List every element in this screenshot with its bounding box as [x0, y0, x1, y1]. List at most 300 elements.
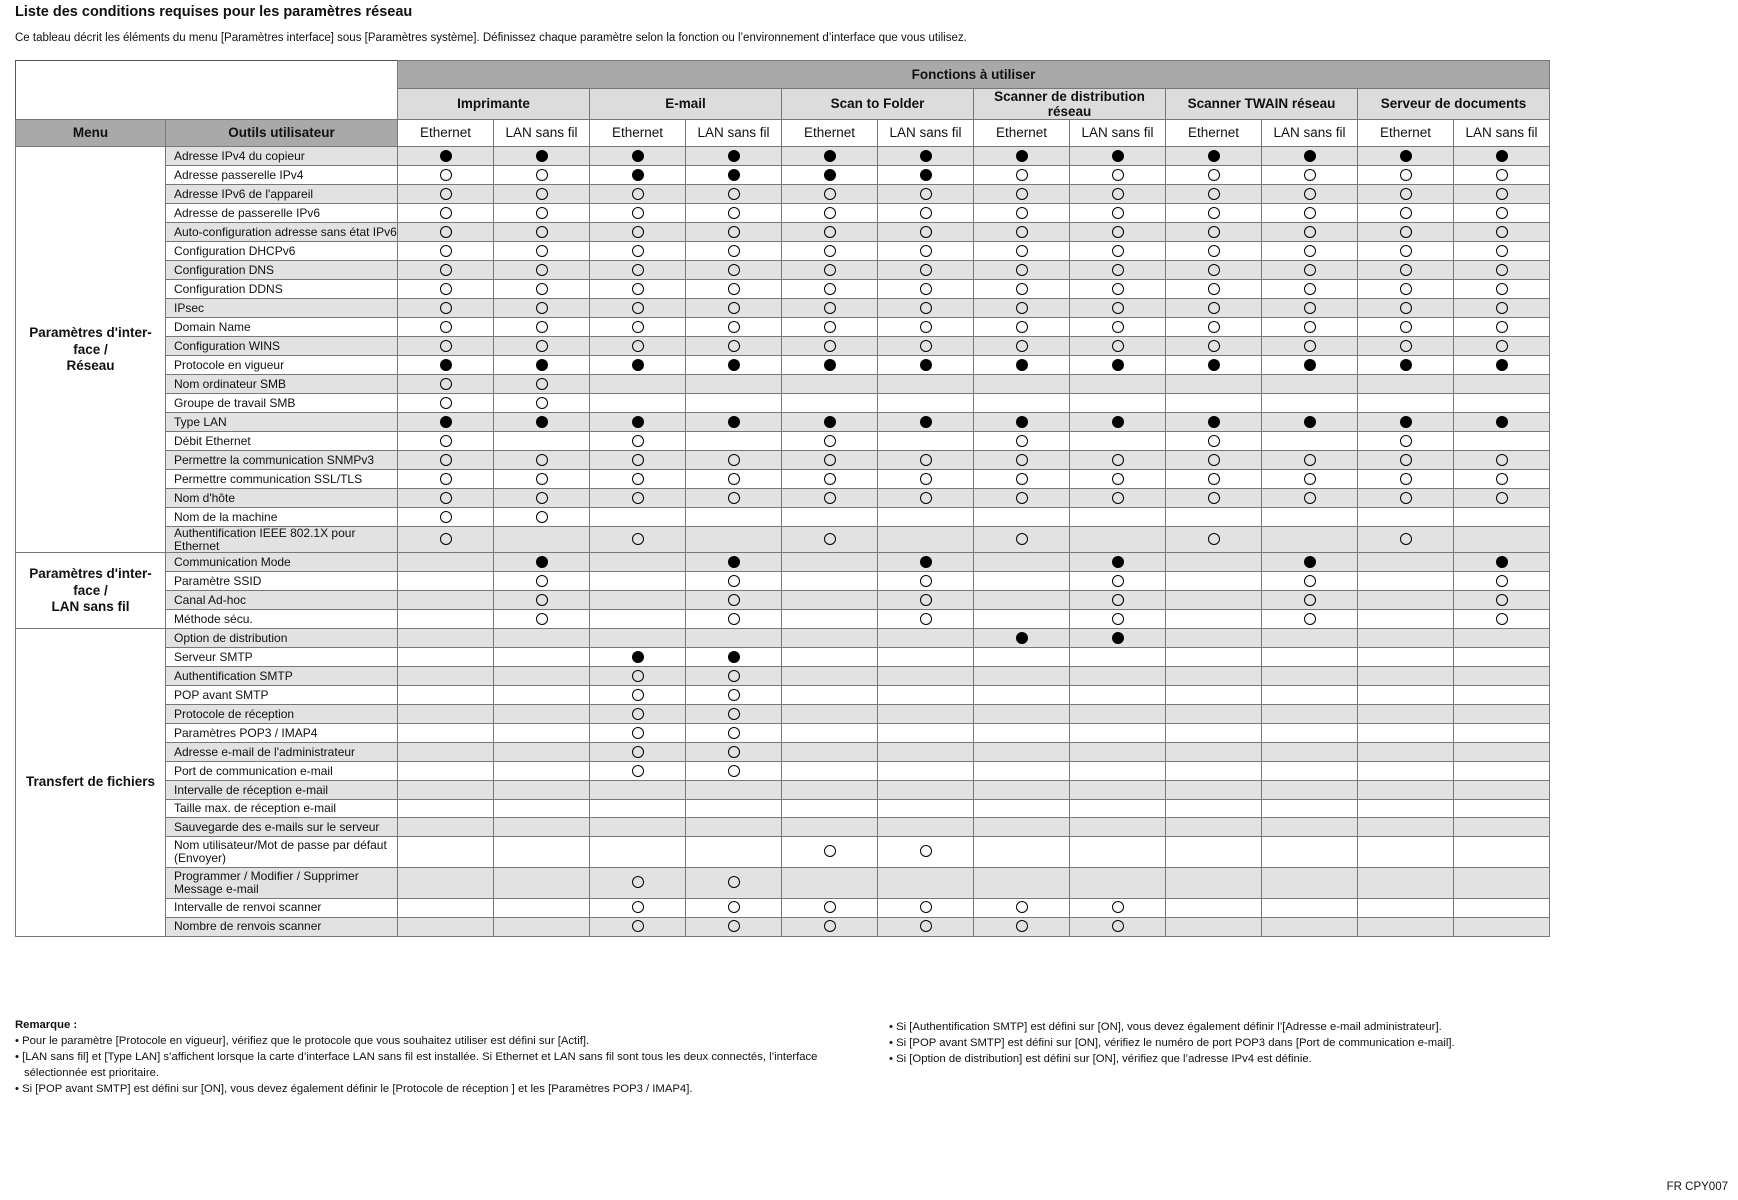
- requirement-cell: [494, 508, 590, 527]
- requirement-cell: [1262, 166, 1358, 185]
- interface-column-header: Ethernet: [1166, 119, 1262, 147]
- optional-circle-icon: [1016, 920, 1028, 932]
- requirement-cell: [494, 667, 590, 686]
- requirement-cell: [1262, 724, 1358, 743]
- setting-name: Communication Mode: [166, 553, 398, 572]
- requirement-cell: [1454, 356, 1550, 375]
- table-row: [16, 610, 1550, 629]
- optional-circle-icon: [824, 454, 836, 466]
- optional-circle-icon: [920, 594, 932, 606]
- requirement-cell: [1454, 781, 1550, 800]
- requirement-cell: [1262, 743, 1358, 762]
- requirement-cell: [398, 356, 494, 375]
- requirement-cell: [974, 470, 1070, 489]
- optional-circle-icon: [728, 613, 740, 625]
- requirement-cell: [974, 743, 1070, 762]
- requirement-cell: [974, 667, 1070, 686]
- optional-circle-icon: [1208, 321, 1220, 333]
- requirement-cell: [398, 867, 494, 898]
- requirement-cell: [1262, 591, 1358, 610]
- optional-circle-icon: [1496, 575, 1508, 587]
- requirement-cell: [398, 648, 494, 667]
- required-circle-icon: [632, 359, 644, 371]
- requirement-cell: [974, 762, 1070, 781]
- requirement-cell: [782, 799, 878, 818]
- setting-name: Adresse IPv6 de l'appareil: [166, 185, 398, 204]
- setting-name: Intervalle de renvoi scanner: [166, 898, 398, 917]
- notes-left: [15, 1017, 855, 1097]
- interface-column-header: Ethernet: [974, 119, 1070, 147]
- requirement-cell: [494, 762, 590, 781]
- requirement-cell: [686, 610, 782, 629]
- setting-name: Adresse e-mail de l'administrateur: [166, 743, 398, 762]
- requirement-cell: [1262, 432, 1358, 451]
- optional-circle-icon: [536, 207, 548, 219]
- optional-circle-icon: [1496, 207, 1508, 219]
- optional-circle-icon: [1304, 575, 1316, 587]
- requirement-cell: [398, 705, 494, 724]
- optional-circle-icon: [1400, 302, 1412, 314]
- requirement-cell: [1262, 762, 1358, 781]
- requirement-cell: [1070, 610, 1166, 629]
- requirement-cell: [1166, 242, 1262, 261]
- requirement-cell: [686, 799, 782, 818]
- required-circle-icon: [1016, 150, 1028, 162]
- requirement-cell: [878, 799, 974, 818]
- requirement-cell: [1358, 799, 1454, 818]
- requirement-cell: [1454, 489, 1550, 508]
- requirement-cell: [1166, 648, 1262, 667]
- requirement-cell: [686, 185, 782, 204]
- requirement-cell: [974, 394, 1070, 413]
- table-row: [16, 724, 1550, 743]
- requirement-cell: [974, 375, 1070, 394]
- optional-circle-icon: [1016, 901, 1028, 913]
- requirement-cell: [1358, 917, 1454, 936]
- table-row: [16, 242, 1550, 261]
- requirement-cell: [686, 394, 782, 413]
- requirement-cell: [782, 223, 878, 242]
- required-circle-icon: [920, 416, 932, 428]
- function-group-header: Scan to Folder: [782, 88, 974, 119]
- requirement-cell: [878, 686, 974, 705]
- requirement-cell: [686, 917, 782, 936]
- optional-circle-icon: [920, 901, 932, 913]
- optional-circle-icon: [824, 901, 836, 913]
- optional-circle-icon: [728, 708, 740, 720]
- optional-circle-icon: [1400, 533, 1412, 545]
- required-circle-icon: [440, 416, 452, 428]
- requirement-cell: [1358, 280, 1454, 299]
- optional-circle-icon: [1208, 533, 1220, 545]
- setting-name: Adresse de passerelle IPv6: [166, 204, 398, 223]
- requirement-cell: [1166, 836, 1262, 867]
- required-circle-icon: [536, 556, 548, 568]
- requirement-cell: [1166, 527, 1262, 553]
- requirement-cell: [1358, 527, 1454, 553]
- requirement-cell: [878, 527, 974, 553]
- optional-circle-icon: [824, 188, 836, 200]
- requirement-cell: [1454, 762, 1550, 781]
- required-circle-icon: [728, 169, 740, 181]
- menu-section-label: Transfert de fichiers: [16, 629, 166, 937]
- requirement-cell: [1358, 242, 1454, 261]
- optional-circle-icon: [920, 283, 932, 295]
- requirement-cell: [1454, 204, 1550, 223]
- required-circle-icon: [1112, 359, 1124, 371]
- setting-name: Programmer / Modifier / Supprimer Message e-mail: [166, 867, 398, 898]
- setting-name: Débit Ethernet: [166, 432, 398, 451]
- table-row: [16, 818, 1550, 837]
- requirement-cell: [398, 629, 494, 648]
- requirement-cell: [494, 724, 590, 743]
- table-row: [16, 867, 1550, 898]
- requirement-cell: [1358, 394, 1454, 413]
- optional-circle-icon: [536, 492, 548, 504]
- optional-circle-icon: [1496, 169, 1508, 181]
- requirement-cell: [1454, 836, 1550, 867]
- optional-circle-icon: [632, 920, 644, 932]
- optional-circle-icon: [728, 765, 740, 777]
- requirement-cell: [398, 204, 494, 223]
- optional-circle-icon: [1400, 226, 1412, 238]
- requirement-cell: [590, 166, 686, 185]
- optional-circle-icon: [728, 901, 740, 913]
- menu-header: Menu: [16, 119, 166, 147]
- optional-circle-icon: [824, 302, 836, 314]
- requirement-cell: [590, 667, 686, 686]
- requirement-cell: [974, 527, 1070, 553]
- optional-circle-icon: [536, 454, 548, 466]
- table-row: [16, 629, 1550, 648]
- optional-circle-icon: [536, 613, 548, 625]
- requirement-cell: [878, 591, 974, 610]
- requirement-cell: [494, 394, 590, 413]
- interface-column-header: LAN sans fil: [686, 119, 782, 147]
- table-row: [16, 572, 1550, 591]
- table-row: [16, 470, 1550, 489]
- optional-circle-icon: [536, 169, 548, 181]
- required-circle-icon: [1208, 150, 1220, 162]
- optional-circle-icon: [632, 245, 644, 257]
- requirement-cell: [590, 527, 686, 553]
- table-row: [16, 667, 1550, 686]
- optional-circle-icon: [1208, 473, 1220, 485]
- requirement-cell: [590, 356, 686, 375]
- optional-circle-icon: [1400, 283, 1412, 295]
- requirement-cell: [1262, 375, 1358, 394]
- requirement-cell: [1358, 318, 1454, 337]
- optional-circle-icon: [536, 321, 548, 333]
- requirement-cell: [1070, 394, 1166, 413]
- optional-circle-icon: [728, 689, 740, 701]
- requirement-cell: [398, 591, 494, 610]
- requirement-cell: [1070, 629, 1166, 648]
- requirement-cell: [686, 686, 782, 705]
- requirement-cell: [494, 705, 590, 724]
- requirement-cell: [686, 470, 782, 489]
- requirement-cell: [590, 185, 686, 204]
- optional-circle-icon: [1496, 321, 1508, 333]
- requirement-cell: [494, 818, 590, 837]
- optional-circle-icon: [440, 435, 452, 447]
- required-circle-icon: [632, 169, 644, 181]
- requirement-cell: [590, 836, 686, 867]
- requirements-table: [15, 60, 1550, 937]
- functions-header: Fonctions à utiliser: [398, 61, 1550, 89]
- setting-name: Type LAN: [166, 413, 398, 432]
- required-circle-icon: [1400, 150, 1412, 162]
- requirement-cell: [1070, 299, 1166, 318]
- requirement-cell: [686, 553, 782, 572]
- optional-circle-icon: [1112, 188, 1124, 200]
- requirement-cell: [494, 686, 590, 705]
- optional-circle-icon: [440, 188, 452, 200]
- requirement-cell: [1262, 667, 1358, 686]
- optional-circle-icon: [632, 492, 644, 504]
- optional-circle-icon: [728, 283, 740, 295]
- requirement-cell: [494, 572, 590, 591]
- requirement-cell: [494, 799, 590, 818]
- optional-circle-icon: [1304, 245, 1316, 257]
- requirement-cell: [1358, 898, 1454, 917]
- interface-column-header: LAN sans fil: [878, 119, 974, 147]
- requirement-cell: [1070, 470, 1166, 489]
- optional-circle-icon: [1496, 302, 1508, 314]
- requirement-cell: [1358, 147, 1454, 166]
- optional-circle-icon: [1304, 594, 1316, 606]
- optional-circle-icon: [1112, 492, 1124, 504]
- table-row: [16, 686, 1550, 705]
- setting-name: Permettre communication SSL/TLS: [166, 470, 398, 489]
- requirement-cell: [1070, 223, 1166, 242]
- requirement-cell: [1454, 572, 1550, 591]
- optional-circle-icon: [1112, 302, 1124, 314]
- requirement-cell: [1454, 375, 1550, 394]
- requirement-cell: [398, 375, 494, 394]
- optional-circle-icon: [1208, 188, 1220, 200]
- requirement-cell: [1454, 818, 1550, 837]
- optional-circle-icon: [728, 727, 740, 739]
- requirement-cell: [590, 375, 686, 394]
- requirement-cell: [878, 451, 974, 470]
- optional-circle-icon: [920, 321, 932, 333]
- requirement-cell: [974, 489, 1070, 508]
- requirement-cell: [974, 185, 1070, 204]
- requirement-cell: [1358, 356, 1454, 375]
- table-row: [16, 799, 1550, 818]
- requirement-cell: [1070, 451, 1166, 470]
- requirement-cell: [974, 147, 1070, 166]
- requirement-cell: [782, 591, 878, 610]
- setting-name: Nom de la machine: [166, 508, 398, 527]
- requirement-cell: [494, 299, 590, 318]
- requirement-cell: [1070, 166, 1166, 185]
- requirement-cell: [590, 318, 686, 337]
- optional-circle-icon: [1016, 264, 1028, 276]
- requirement-cell: [782, 818, 878, 837]
- optional-circle-icon: [824, 283, 836, 295]
- setting-name: Sauvegarde des e-mails sur le serveur: [166, 818, 398, 837]
- requirement-cell: [782, 705, 878, 724]
- requirement-cell: [590, 489, 686, 508]
- notes-right: [889, 1019, 1709, 1067]
- optional-circle-icon: [1112, 226, 1124, 238]
- requirement-cell: [1070, 917, 1166, 936]
- requirement-cell: [1070, 508, 1166, 527]
- requirement-cell: [1070, 799, 1166, 818]
- requirement-cell: [590, 261, 686, 280]
- optional-circle-icon: [536, 264, 548, 276]
- requirement-cell: [878, 818, 974, 837]
- optional-circle-icon: [1112, 245, 1124, 257]
- required-circle-icon: [1016, 359, 1028, 371]
- requirement-cell: [974, 686, 1070, 705]
- table-row: [16, 489, 1550, 508]
- requirement-cell: [494, 836, 590, 867]
- optional-circle-icon: [920, 188, 932, 200]
- requirement-cell: [1166, 572, 1262, 591]
- requirement-cell: [782, 743, 878, 762]
- requirement-cell: [782, 572, 878, 591]
- optional-circle-icon: [1112, 920, 1124, 932]
- optional-circle-icon: [536, 594, 548, 606]
- requirement-cell: [974, 781, 1070, 800]
- requirement-cell: [1070, 867, 1166, 898]
- setting-name: Paramètre SSID: [166, 572, 398, 591]
- requirement-cell: [878, 724, 974, 743]
- document-code: FR CPY007: [1666, 1181, 1728, 1193]
- requirement-cell: [1358, 781, 1454, 800]
- setting-name: Authentification SMTP: [166, 667, 398, 686]
- requirement-cell: [1262, 185, 1358, 204]
- function-group-header: Serveur de documents: [1358, 88, 1550, 119]
- setting-name: Nom ordinateur SMB: [166, 375, 398, 394]
- optional-circle-icon: [1400, 188, 1412, 200]
- requirement-cell: [1454, 470, 1550, 489]
- optional-circle-icon: [1496, 264, 1508, 276]
- requirement-cell: [878, 572, 974, 591]
- setting-name: Configuration DDNS: [166, 280, 398, 299]
- requirement-cell: [1070, 261, 1166, 280]
- requirement-cell: [1262, 629, 1358, 648]
- requirement-cell: [878, 867, 974, 898]
- requirement-cell: [1166, 280, 1262, 299]
- requirement-cell: [974, 591, 1070, 610]
- requirement-cell: [974, 204, 1070, 223]
- requirement-cell: [1166, 223, 1262, 242]
- optional-circle-icon: [1208, 283, 1220, 295]
- optional-circle-icon: [1496, 492, 1508, 504]
- requirement-cell: [590, 223, 686, 242]
- requirement-cell: [1454, 686, 1550, 705]
- requirement-cell: [686, 762, 782, 781]
- requirement-cell: [590, 299, 686, 318]
- requirement-cell: [878, 667, 974, 686]
- requirement-cell: [590, 648, 686, 667]
- requirement-cell: [590, 610, 686, 629]
- requirement-cell: [1454, 413, 1550, 432]
- requirement-cell: [686, 299, 782, 318]
- requirement-cell: [686, 337, 782, 356]
- optional-circle-icon: [440, 321, 452, 333]
- requirement-cell: [1262, 781, 1358, 800]
- table-row: [16, 318, 1550, 337]
- requirement-cell: [494, 591, 590, 610]
- table-row: [16, 762, 1550, 781]
- requirement-cell: [398, 610, 494, 629]
- table-row: [16, 591, 1550, 610]
- requirement-cell: [1262, 356, 1358, 375]
- requirement-cell: [398, 394, 494, 413]
- requirement-cell: [974, 836, 1070, 867]
- requirement-cell: [1454, 799, 1550, 818]
- requirement-cell: [1166, 413, 1262, 432]
- requirement-cell: [590, 204, 686, 223]
- requirement-cell: [590, 867, 686, 898]
- requirement-cell: [782, 553, 878, 572]
- requirement-cell: [1454, 432, 1550, 451]
- menu-section-label: Paramètres d'inter-face / Réseau: [16, 147, 166, 553]
- requirement-cell: [878, 762, 974, 781]
- requirement-cell: [494, 223, 590, 242]
- table-row: [16, 337, 1550, 356]
- requirement-cell: [398, 724, 494, 743]
- optional-circle-icon: [920, 245, 932, 257]
- requirement-cell: [1070, 781, 1166, 800]
- requirement-cell: [1358, 762, 1454, 781]
- required-circle-icon: [1112, 416, 1124, 428]
- required-circle-icon: [1112, 150, 1124, 162]
- setting-name: Adresse passerelle IPv4: [166, 166, 398, 185]
- requirement-cell: [1166, 147, 1262, 166]
- requirement-cell: [494, 432, 590, 451]
- optional-circle-icon: [632, 302, 644, 314]
- setting-name: Adresse IPv4 du copieur: [166, 147, 398, 166]
- requirement-cell: [878, 629, 974, 648]
- requirement-cell: [782, 432, 878, 451]
- required-circle-icon: [1112, 556, 1124, 568]
- requirement-cell: [1454, 705, 1550, 724]
- optional-circle-icon: [728, 575, 740, 587]
- requirement-cell: [878, 648, 974, 667]
- requirement-cell: [1166, 781, 1262, 800]
- requirement-cell: [1454, 898, 1550, 917]
- optional-circle-icon: [1400, 207, 1412, 219]
- setting-name: POP avant SMTP: [166, 686, 398, 705]
- setting-name: Configuration DNS: [166, 261, 398, 280]
- optional-circle-icon: [632, 708, 644, 720]
- optional-circle-icon: [728, 454, 740, 466]
- requirement-cell: [398, 898, 494, 917]
- requirement-cell: [1070, 591, 1166, 610]
- requirement-cell: [1454, 629, 1550, 648]
- optional-circle-icon: [1016, 188, 1028, 200]
- header-blank: [16, 61, 398, 120]
- requirement-cell: [494, 166, 590, 185]
- required-circle-icon: [1496, 416, 1508, 428]
- optional-circle-icon: [1304, 613, 1316, 625]
- setting-name: Taille max. de réception e-mail: [166, 799, 398, 818]
- requirement-cell: [782, 166, 878, 185]
- optional-circle-icon: [632, 264, 644, 276]
- requirement-cell: [974, 648, 1070, 667]
- optional-circle-icon: [440, 397, 452, 409]
- optional-circle-icon: [824, 920, 836, 932]
- note-item: • Si [Authentification SMTP] est défini sur [ON], vous devez également définir l’[Adresse e-mail administrateur].: [889, 1019, 1709, 1035]
- requirement-cell: [878, 743, 974, 762]
- requirement-cell: [1454, 318, 1550, 337]
